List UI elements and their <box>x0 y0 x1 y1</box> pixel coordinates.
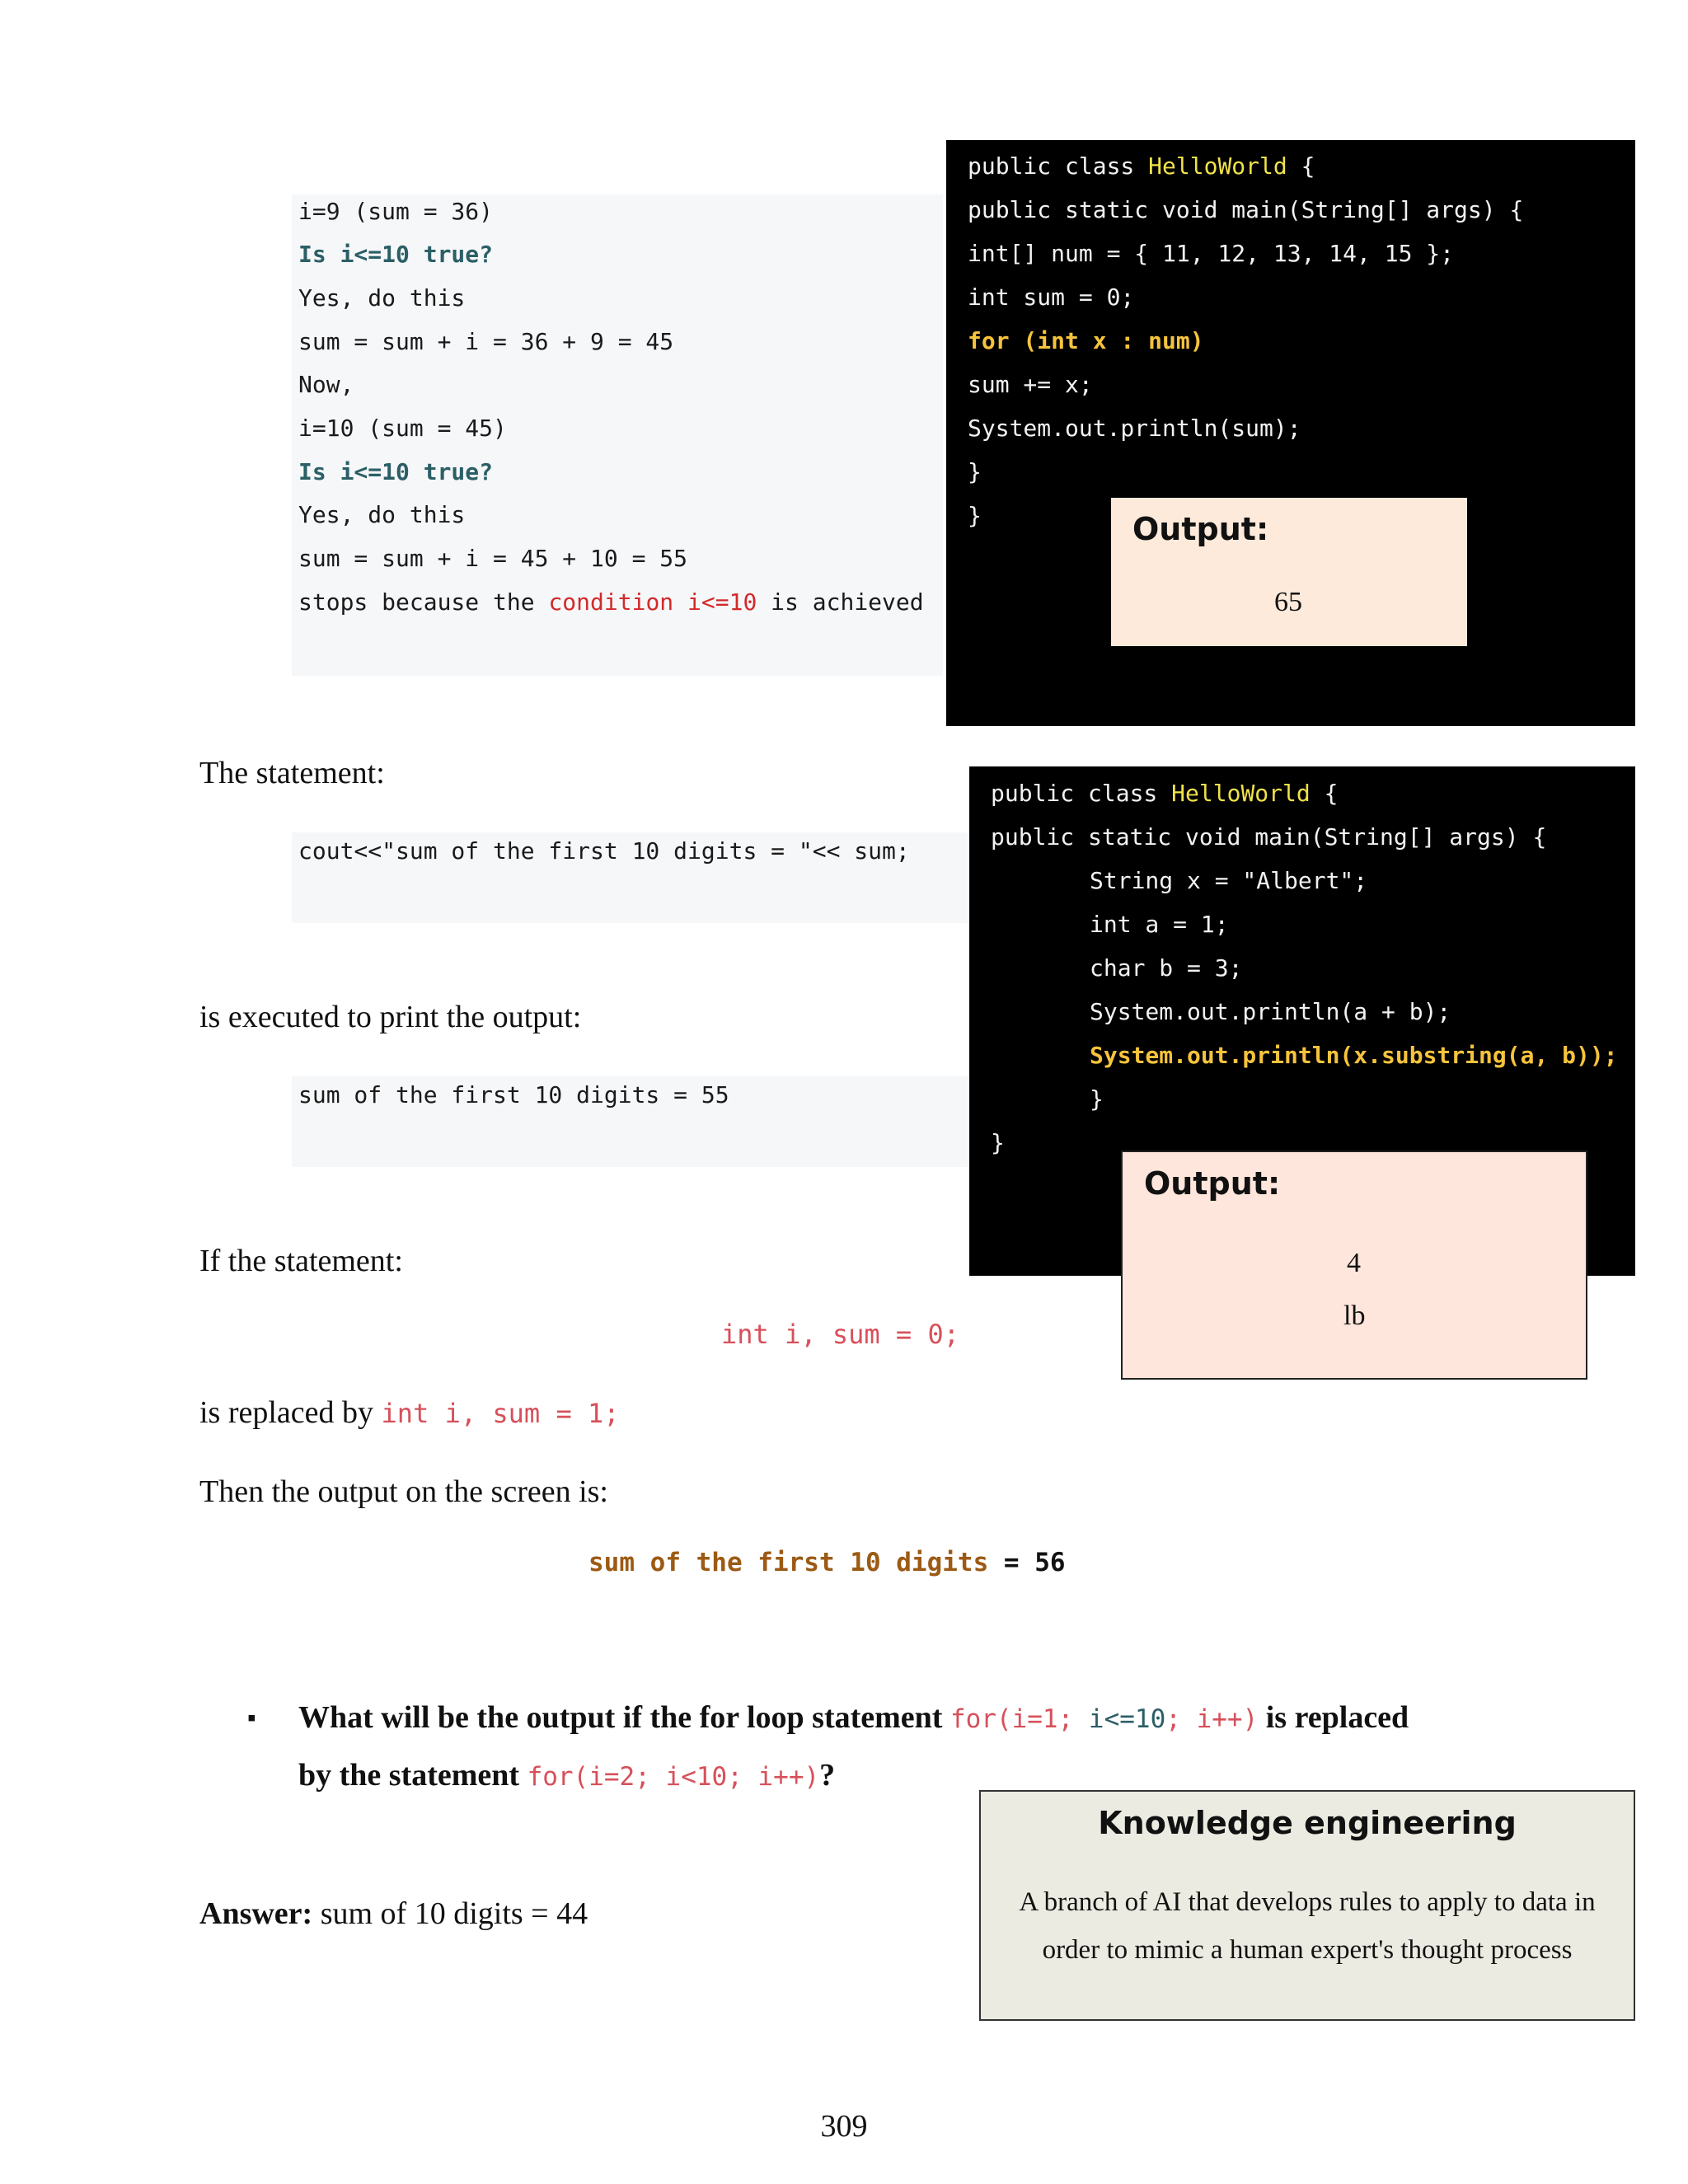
if-label: If the statement: <box>199 1244 403 1278</box>
output-code: sum of the first 10 digits = 55 <box>298 1081 729 1108</box>
trace-line-5: Now, <box>298 371 354 398</box>
output-title-1: Output: <box>1132 511 1269 547</box>
trace-line-8: Yes, do this <box>298 501 466 528</box>
code2-class-name: HelloWorld <box>1171 780 1311 807</box>
code1-line-5: for (int x : num) <box>968 327 1204 354</box>
question-line-1: What will be the output if the for loop statement for(i=1; i<=10; i++) is replaced <box>298 1700 1409 1735</box>
code2-line-7: System.out.println(x.substring(a, b)); <box>1090 1042 1618 1069</box>
trace-line-1: i=9 (sum = 36) <box>298 198 494 225</box>
then-label: Then the output on the screen is: <box>199 1474 608 1509</box>
trace-line-3: Yes, do this <box>298 284 466 312</box>
knowledge-line-1: A branch of AI that develops rules to apply to data in <box>1019 1887 1596 1917</box>
code1-line-4: int sum = 0; <box>968 284 1135 311</box>
code2-line-5: char b = 3; <box>1090 954 1243 982</box>
question-code-1b: i<=10 <box>1088 1704 1166 1734</box>
code1-line-1: public class HelloWorld { <box>968 152 1315 180</box>
code1-class-name: HelloWorld <box>1148 152 1287 180</box>
trace-stop-suffix: is achieved <box>757 588 924 616</box>
knowledge-title: Knowledge engineering <box>1098 1805 1517 1841</box>
result-text: sum of the first 10 digits <box>588 1548 989 1577</box>
trace-line-10 <box>298 588 924 616</box>
code2-line-1: public class HelloWorld { <box>991 780 1339 807</box>
trace-line-6: i=10 (sum = 45) <box>298 415 507 442</box>
question-bullet: ▪ <box>247 1704 256 1732</box>
output-value-1: 65 <box>1274 587 1302 617</box>
result-line <box>588 1548 1066 1577</box>
code2-line-2: public static void main(String[] args) { <box>991 823 1547 851</box>
output-title-2: Output: <box>1144 1165 1281 1202</box>
knowledge-line-2: order to mimic a human expert's thought process <box>1042 1935 1573 1965</box>
statement-label: The statement: <box>199 756 385 790</box>
code1-line-8: } <box>968 458 982 485</box>
code1-line-6: sum += x; <box>968 371 1093 398</box>
trace-stop-condition: condition i<=10 <box>548 588 757 616</box>
page-number: 309 <box>820 2109 868 2144</box>
code2-line-3: String x = "Albert"; <box>1090 867 1368 894</box>
output-value-2b: lb <box>1343 1301 1366 1331</box>
code2-line-9: } <box>991 1129 1005 1156</box>
executed-label: is executed to print the output: <box>199 1000 582 1034</box>
trace-line-9: sum = sum + i = 45 + 10 = 55 <box>298 545 688 572</box>
code1-line-3: int[] num = { 11, 12, 13, 14, 15 }; <box>968 240 1455 267</box>
answer-line <box>199 1896 588 1932</box>
trace-stop-prefix: stops because the <box>298 588 549 616</box>
cout-code: cout<<"sum of the first 10 digits = "<< sum; <box>298 837 910 865</box>
replaced-line: is replaced by int i, sum = 1; <box>199 1395 620 1430</box>
answer-label: Answer: <box>199 1896 313 1931</box>
code2-line-6: System.out.println(a + b); <box>1090 998 1451 1025</box>
code1-line-2: public static void main(String[] args) { <box>968 196 1524 223</box>
code2-line-8: } <box>1090 1085 1104 1113</box>
result-value: = 56 <box>988 1548 1066 1577</box>
question-code-1c: ; i++) <box>1165 1704 1259 1734</box>
question-code-2: for(i=2; i<10; i++) <box>527 1762 820 1792</box>
question-line-2: by the statement for(i=2; i<10; i++)? <box>298 1758 836 1793</box>
output-value-2a: 4 <box>1347 1248 1361 1278</box>
code2-line-4: int a = 1; <box>1090 911 1229 938</box>
int-statement-code: int i, sum = 0; <box>721 1319 959 1350</box>
trace-line-7: Is i<=10 true? <box>298 458 494 485</box>
code1-line-9: } <box>968 502 982 529</box>
trace-line-2: Is i<=10 true? <box>298 241 494 268</box>
replaced-code: int i, sum = 1; <box>381 1398 620 1429</box>
question-code-1a: for(i=1; <box>950 1704 1089 1734</box>
code1-line-7: System.out.println(sum); <box>968 415 1301 442</box>
trace-line-4: sum = sum + i = 36 + 9 = 45 <box>298 328 674 355</box>
answer-text: sum of 10 digits = 44 <box>312 1896 588 1931</box>
